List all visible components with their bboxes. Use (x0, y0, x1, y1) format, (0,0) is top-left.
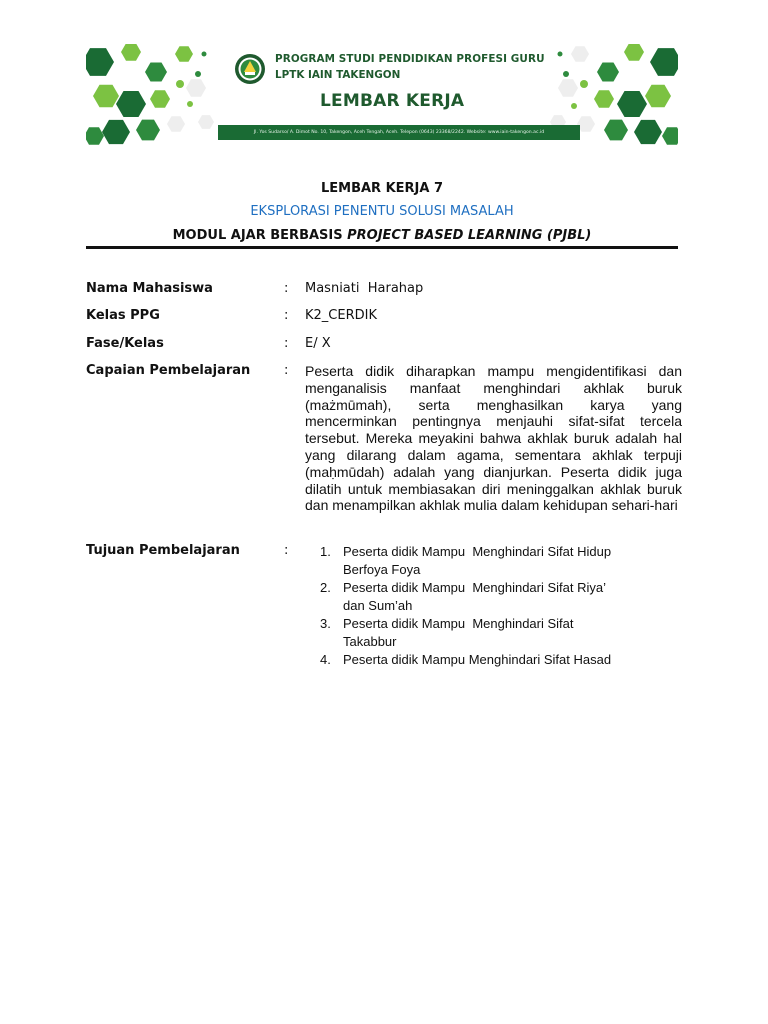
hexagon-shape (86, 127, 104, 144)
list-text: Peserta didik Mampu Menghindari Sifat Hidup Berfoya Foya (343, 544, 612, 577)
dot-shape (195, 71, 201, 77)
worksheet-number: LEMBAR KERJA 7 (320, 181, 444, 196)
hexagon-shape (136, 120, 160, 141)
hexagon-shape (624, 44, 644, 61)
hexagon-shape (645, 85, 671, 108)
hexagon-shape (597, 63, 619, 82)
hexagon-shape (198, 115, 214, 129)
capaian-value: Peserta didik diharapkan mampu mengidentifikasi dan menganalisis manfaat menghindari akhlak buruk (mażmūmah), serta menghasilkan karya yang mencerminkan pentingnya menjauhi sifat-sifat tercela tersebut. Mereka meyakini bahwa akhlak buruk adalah hal yang dilarang dalam agama, sementara akhlak terpuji (maḥmūdah) adalah yang dianjurkan. Peserta didik juga dilatih untuk membiasakan diri meninggalkan akhlak buruk dan menampilkan akhlak mulia dalam kehidupan sehari-hari (305, 363, 682, 514)
dot-shape (580, 80, 588, 88)
hexagon-shape (93, 85, 119, 108)
hexagon-shape (175, 46, 193, 62)
dot-shape (202, 52, 207, 57)
colon: : (284, 308, 289, 323)
list-item (305, 579, 665, 615)
header-banner (86, 44, 678, 150)
list-number: 3. (320, 616, 331, 631)
hexagon-shape (650, 48, 678, 76)
program-name: PROGRAM STUDI PENDIDIKAN PROFESI GURU (275, 53, 545, 65)
list-item (305, 615, 665, 651)
fase-label: Fase/Kelas (86, 336, 164, 351)
list-item (305, 651, 665, 669)
hexagon-shape (604, 120, 628, 141)
hexagon-shape (186, 79, 206, 96)
hexagon-shape (121, 44, 141, 61)
banner-center (228, 44, 574, 150)
kelas-label: Kelas PPG (86, 308, 160, 323)
hexagon-shape (102, 120, 130, 144)
heading-divider (86, 246, 678, 249)
tujuan-list (305, 543, 665, 669)
module-title-italic: PROJECT BASED LEARNING (PJBL) (347, 228, 592, 243)
tujuan-label: Tujuan Pembelajaran (86, 543, 240, 558)
list-number: 4. (320, 652, 331, 667)
hexagon-shape (634, 120, 662, 144)
address-text: Jl. Yos Sudarso/ A. Dimot No. 10, Takengon, Aceh Tengah, Aceh. Telepon (0643) 23368/2242. Website: www.iain-takengon.ac.id (253, 130, 545, 135)
institution-name: LPTK IAIN TAKENGON (275, 69, 401, 81)
list-item (305, 543, 665, 579)
colon: : (284, 281, 289, 296)
nama-value: Masniati Harahap (305, 281, 424, 296)
colon: : (284, 336, 289, 351)
banner-title: LEMBAR KERJA (320, 91, 465, 111)
hexagon-shape (662, 127, 678, 144)
hexagon-shape (594, 90, 614, 107)
fase-value: E/ X (305, 336, 331, 351)
colon: : (284, 543, 289, 558)
dot-shape (187, 101, 193, 107)
module-title (86, 228, 678, 243)
address-bar (218, 125, 580, 140)
list-text: Peserta didik Mampu Menghindari Sifat Takabbur (343, 616, 574, 649)
worksheet-subtitle: EKSPLORASI PENENTU SOLUSI MASALAH (250, 204, 514, 219)
hexagon-shape (116, 91, 146, 117)
list-number: 2. (320, 580, 331, 595)
hexagon-shape (86, 48, 114, 76)
colon: : (284, 363, 289, 378)
dot-shape (176, 80, 184, 88)
capaian-label: Capaian Pembelajaran (86, 363, 251, 378)
hexagon-shape (617, 91, 647, 117)
kelas-value: K2_CERDIK (305, 308, 377, 323)
list-number: 1. (320, 544, 331, 559)
hexagon-shape (167, 116, 185, 132)
university-seal-icon (234, 53, 266, 85)
module-title-prefix: MODUL AJAR BERBASIS (172, 228, 348, 243)
list-text: Peserta didik Mampu Menghindari Sifat Riya’ dan Sum’ah (343, 580, 607, 613)
nama-label: Nama Mahasiswa (86, 281, 213, 296)
hexagon-shape (145, 63, 167, 82)
hexagon-shape (150, 90, 170, 107)
list-text: Peserta didik Mampu Menghindari Sifat Hasad (343, 652, 612, 667)
